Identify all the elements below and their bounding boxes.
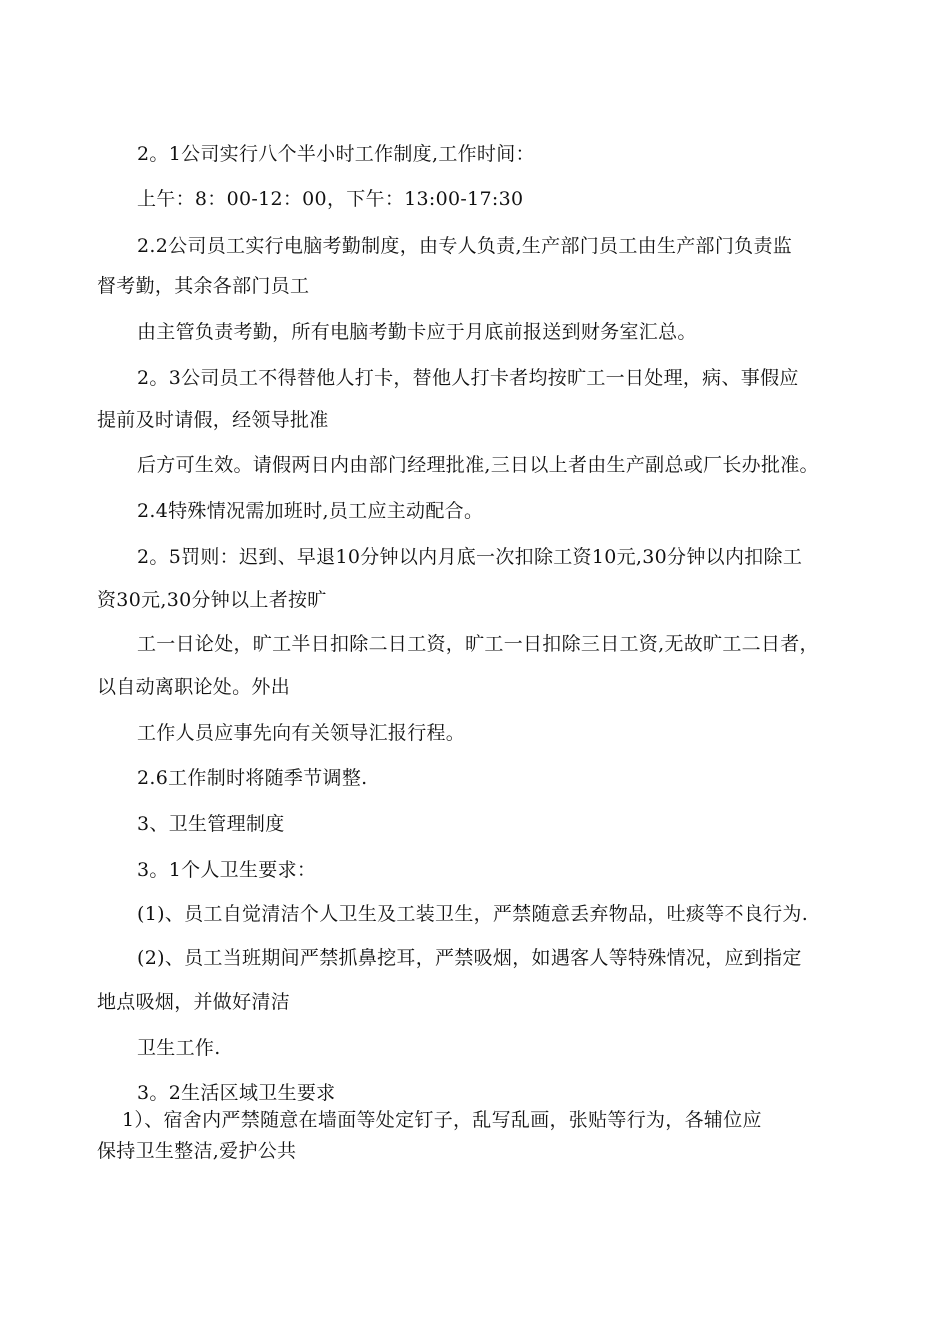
text-line-14: 工作人员应事先向有关领导汇报行程。 — [137, 722, 466, 744]
text-line-6: 2。3公司员工不得替他人打卡，替他人打卡者均按旷工一日处理，病、事假应 — [137, 367, 799, 389]
text-line-16: 3、卫生管理制度 — [137, 813, 285, 835]
text-line-18: (1)、员工自觉清洁个人卫生及工装卫生，严禁随意丢弃物品，吐痰等不良行为. — [137, 903, 809, 925]
text-line-2: 上午：8：00-12：00，下午：13:00-17:30 — [137, 188, 524, 210]
text-line-17: 3。1个人卫生要求： — [137, 859, 317, 881]
text-line-7: 提前及时请假，经领导批准 — [97, 409, 329, 431]
text-line-24: 保持卫生整洁,爱护公共 — [97, 1140, 297, 1162]
text-line-3: 2.2公司员工实行电脑考勤制度，由专人负责,生产部门员工由生产部门负责监 — [137, 235, 793, 257]
text-line-5: 由主管负责考勤，所有电脑考勤卡应于月底前报送到财务室汇总。 — [137, 321, 697, 343]
text-line-12: 工一日论处，旷工半日扣除二日工资，旷工一日扣除三日工资,无故旷工二日者， — [137, 633, 819, 655]
text-line-8: 后方可生效。请假两日内由部门经理批准,三日以上者由生产副总或厂长办批准。 — [137, 454, 819, 476]
text-line-15: 2.6工作制时将随季节调整. — [137, 767, 368, 789]
text-line-21: 卫生工作. — [137, 1037, 221, 1059]
text-line-20: 地点吸烟，并做好清洁 — [97, 991, 291, 1013]
text-line-19: (2)、员工当班期间严禁抓鼻挖耳，严禁吸烟，如遇客人等特殊情况，应到指定 — [137, 947, 802, 969]
text-line-4: 督考勤，其余各部门员工 — [97, 275, 310, 297]
text-line-22: 3。2生活区域卫生要求 — [137, 1082, 336, 1104]
text-line-9: 2.4特殊情况需加班时,员工应主动配合。 — [137, 500, 484, 522]
text-line-13: 以自动离职论处。外出 — [97, 676, 291, 698]
text-line-23: 1）、宿舍内严禁随意在墙面等处定钉子，乱写乱画，张贴等行为，各辅位应 — [122, 1109, 762, 1131]
text-line-1: 2。1公司实行八个半小时工作制度,工作时间： — [137, 143, 535, 165]
text-line-10: 2。5罚则：迟到、早退10分钟以内月底一次扣除工资10元,30分钟以内扣除工 — [137, 546, 803, 568]
text-line-11: 资30元,30分钟以上者按旷 — [97, 589, 327, 611]
